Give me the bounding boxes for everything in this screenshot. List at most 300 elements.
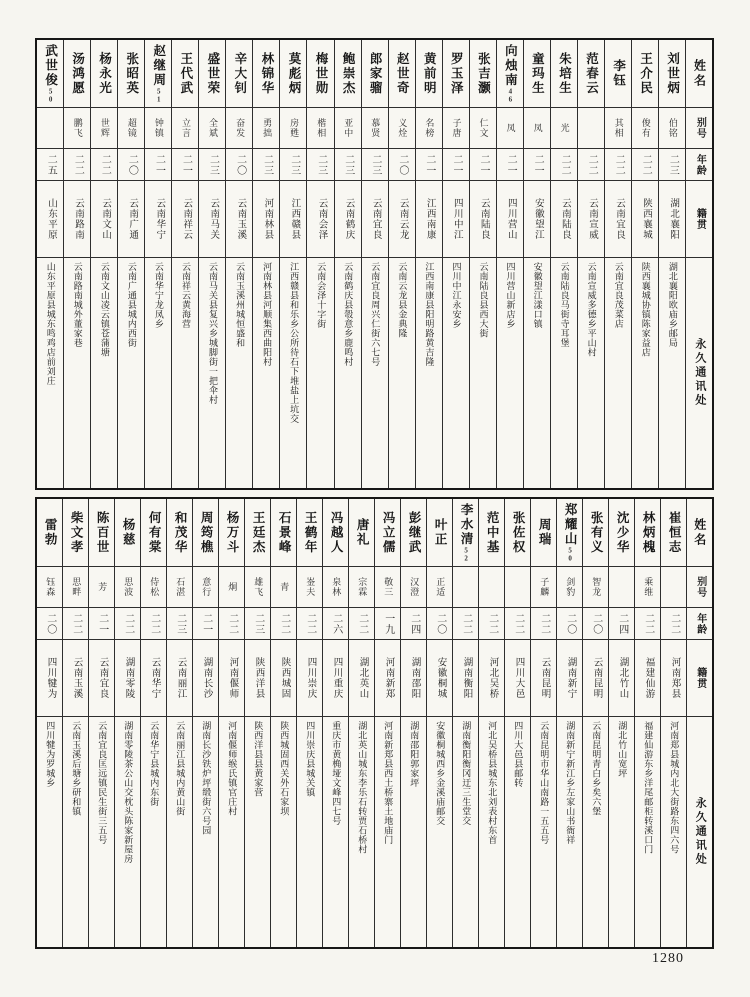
person-name: 林锦华 xyxy=(259,51,274,96)
person-alias: 泉林 xyxy=(331,577,342,597)
person-column xyxy=(253,40,280,488)
person-alias: 亚中 xyxy=(343,118,354,138)
roster-table-bottom xyxy=(35,497,714,949)
person-column xyxy=(531,499,557,947)
person-native-place: 四川大邑 xyxy=(513,657,524,699)
age-cell xyxy=(686,149,712,181)
person-alias: 剑豹 xyxy=(565,577,576,597)
name-cell xyxy=(632,40,658,108)
person-column xyxy=(271,499,297,947)
person-native-place: 陕西城固 xyxy=(279,657,290,699)
person-age: 二二 xyxy=(613,153,625,176)
name-cell xyxy=(661,499,686,567)
person-column xyxy=(470,40,497,488)
alias-cell xyxy=(416,108,442,149)
age-cell xyxy=(427,608,452,640)
native-place-cell xyxy=(280,181,306,258)
person-age: 二二 xyxy=(304,612,316,635)
person-age: 二三 xyxy=(667,153,679,176)
name-cell xyxy=(271,499,296,567)
person-name: 杨永光 xyxy=(97,51,112,96)
person-column xyxy=(661,499,687,947)
alias-cell xyxy=(479,567,504,608)
person-column xyxy=(199,40,226,488)
native-place-cell xyxy=(64,181,90,258)
alias-cell xyxy=(271,567,296,608)
person-name: 辛大钊 xyxy=(232,51,247,96)
name-cell xyxy=(307,40,333,108)
person-address: 云南华宁县城内东街 xyxy=(149,721,160,807)
person-column xyxy=(375,499,401,947)
person-age: 二二 xyxy=(122,612,134,635)
person-age: 二〇 xyxy=(396,153,408,176)
person-address: 云南广通县城内西街 xyxy=(126,262,137,348)
person-name: 罗玉泽 xyxy=(449,51,464,96)
name-cell xyxy=(37,499,62,567)
person-age: 二一 xyxy=(532,153,544,176)
alias-cell xyxy=(323,567,348,608)
person-column xyxy=(389,40,416,488)
person-name: 张佐权 xyxy=(511,510,526,555)
person-alias: 凤 xyxy=(505,123,516,133)
person-address: 四川大邑县邮转 xyxy=(513,721,524,788)
native-place-cell xyxy=(427,640,452,717)
address-cell xyxy=(115,717,140,947)
person-column xyxy=(635,499,661,947)
person-age: 二二 xyxy=(99,153,111,176)
name-cell xyxy=(443,40,469,108)
person-alias: 钰森 xyxy=(45,577,56,597)
name-cell xyxy=(686,40,712,108)
person-age: 二〇 xyxy=(44,612,56,635)
header-name-label: 姓名 xyxy=(692,58,707,89)
person-column xyxy=(401,499,427,947)
person-native-place: 云南会泽 xyxy=(316,198,327,240)
alias-cell xyxy=(193,567,218,608)
address-cell xyxy=(63,717,88,947)
age-cell xyxy=(37,608,62,640)
address-cell xyxy=(578,258,604,488)
person-native-place: 湖南衡阳 xyxy=(461,657,472,699)
person-column xyxy=(280,40,307,488)
age-cell xyxy=(280,149,306,181)
name-cell xyxy=(226,40,252,108)
native-place-cell xyxy=(470,181,496,258)
age-cell xyxy=(118,149,144,181)
person-address: 云南宜良周兴仁街六七号 xyxy=(370,262,381,367)
native-place-cell xyxy=(497,181,523,258)
age-cell xyxy=(362,149,388,181)
address-cell xyxy=(389,258,415,488)
age-cell xyxy=(416,149,442,181)
person-native-place: 云南华宁 xyxy=(149,657,160,699)
person-name: 何有棠 xyxy=(147,510,162,555)
person-native-place: 云南宜良 xyxy=(97,657,108,699)
table-header-column xyxy=(687,499,712,947)
native-place-cell xyxy=(37,181,63,258)
alias-cell xyxy=(605,108,631,149)
person-address: 陕西洋县县黄家营 xyxy=(253,721,264,797)
person-address: 湖北竹山宽坪 xyxy=(617,721,628,778)
person-native-place: 云南宣威 xyxy=(586,198,597,240)
person-address: 四川营山新店乡 xyxy=(505,262,516,329)
name-cell xyxy=(64,40,90,108)
person-column xyxy=(245,499,271,947)
person-alias: 敬三 xyxy=(383,577,394,597)
age-cell xyxy=(453,608,478,640)
person-address: 四川犍为罗城乡 xyxy=(45,721,56,788)
name-cell xyxy=(609,499,634,567)
address-cell xyxy=(91,258,117,488)
person-alias: 超镜 xyxy=(126,118,137,138)
address-cell xyxy=(443,258,469,488)
person-name: 童玛生 xyxy=(530,51,545,96)
person-native-place: 湖南邵阳 xyxy=(409,657,420,699)
person-address: 云南昆明青白乡矣六堡 xyxy=(591,721,602,816)
address-cell xyxy=(89,717,114,947)
age-cell xyxy=(226,149,252,181)
person-alias: 侍松 xyxy=(149,577,160,597)
header-name-label: 姓名 xyxy=(692,517,707,548)
person-name: 冯越人 xyxy=(329,510,344,555)
name-cell xyxy=(335,40,361,108)
person-native-place: 四川重庆 xyxy=(331,657,342,699)
person-address: 云南宜良匡远镇民生街三五号 xyxy=(97,721,108,845)
person-name: 王廷杰 xyxy=(251,510,266,555)
age-cell xyxy=(389,149,415,181)
person-address: 湖北襄阳欧庙乡邮局 xyxy=(667,262,678,348)
person-column xyxy=(145,40,172,488)
person-age: 二二 xyxy=(72,153,84,176)
person-alias: 鹏飞 xyxy=(72,118,83,138)
alias-cell xyxy=(118,108,144,149)
person-column xyxy=(416,40,443,488)
name-cell xyxy=(551,40,577,108)
alias-cell xyxy=(362,108,388,149)
age-cell xyxy=(349,608,374,640)
age-cell xyxy=(635,608,660,640)
person-native-place: 陕西襄城 xyxy=(641,198,652,240)
native-place-cell xyxy=(661,640,686,717)
person-address: 云南祥云黄海营 xyxy=(180,262,191,329)
person-age: 二一 xyxy=(450,153,462,176)
person-alias: 全斌 xyxy=(208,118,219,138)
name-cell xyxy=(167,499,192,567)
address-cell xyxy=(479,717,504,947)
name-footnote-mark: 51 xyxy=(154,87,163,104)
age-cell xyxy=(497,149,523,181)
person-native-place: 河南林县 xyxy=(262,198,273,240)
person-native-place: 云南玉溪 xyxy=(71,657,82,699)
page-number: 1280 xyxy=(652,951,684,966)
name-cell xyxy=(193,499,218,567)
person-age: 二五 xyxy=(45,153,57,176)
alias-cell xyxy=(686,108,712,149)
alias-cell xyxy=(335,108,361,149)
person-name: 梅世勋 xyxy=(314,51,329,96)
person-alias: 楷相 xyxy=(316,118,327,138)
name-cell xyxy=(199,40,225,108)
alias-cell xyxy=(91,108,117,149)
person-alias: 汉澄 xyxy=(409,577,420,597)
person-name: 周瑞 xyxy=(537,518,552,547)
age-cell xyxy=(141,608,166,640)
person-name: 汤鸿愿 xyxy=(70,51,85,96)
native-place-cell xyxy=(89,640,114,717)
person-column xyxy=(659,40,686,488)
person-age: 二三 xyxy=(315,153,327,176)
person-address: 山东平原县城东鸣鸡店前刘庄 xyxy=(45,262,56,386)
name-cell xyxy=(401,499,426,567)
person-column xyxy=(524,40,551,488)
person-name: 盛世荣 xyxy=(205,51,220,96)
person-native-place: 云南昆明 xyxy=(539,657,550,699)
person-column xyxy=(453,499,479,947)
person-address: 江西赣县和乐乡公所待石下堆盐上坑交 xyxy=(289,262,300,424)
alias-cell xyxy=(245,567,270,608)
native-place-cell xyxy=(632,181,658,258)
name-cell xyxy=(91,40,117,108)
person-name: 黄前明 xyxy=(422,51,437,96)
person-age: 二一 xyxy=(153,153,165,176)
name-cell xyxy=(497,40,523,108)
person-native-place: 云南宜良 xyxy=(613,198,624,240)
native-place-cell xyxy=(609,640,634,717)
person-address: 陕西襄城协镇陈家益店 xyxy=(640,262,651,357)
person-alias: 芳 xyxy=(97,582,108,592)
person-age: 二三 xyxy=(252,612,264,635)
person-native-place: 河南新郑 xyxy=(383,657,394,699)
alias-cell xyxy=(37,108,63,149)
address-cell xyxy=(37,717,62,947)
alias-cell xyxy=(401,567,426,608)
person-native-place: 陕西洋县 xyxy=(253,657,264,699)
person-column xyxy=(63,499,89,947)
age-cell xyxy=(479,608,504,640)
age-cell xyxy=(583,608,608,640)
address-cell xyxy=(335,258,361,488)
native-place-cell xyxy=(335,181,361,258)
person-native-place: 湖南长沙 xyxy=(201,657,212,699)
native-place-cell xyxy=(118,181,144,258)
alias-cell xyxy=(307,108,333,149)
address-cell xyxy=(64,258,90,488)
person-native-place: 湖北襄阳 xyxy=(668,198,679,240)
name-cell xyxy=(453,499,478,567)
person-age: 二一 xyxy=(478,153,490,176)
name-cell xyxy=(63,499,88,567)
person-name: 张吉灏 xyxy=(476,51,491,96)
address-cell xyxy=(280,258,306,488)
roster-table-top xyxy=(35,38,714,490)
person-name: 刘世炳 xyxy=(665,51,680,96)
person-address: 四川崇庆县城关镇 xyxy=(305,721,316,797)
alias-cell xyxy=(661,567,686,608)
person-native-place: 湖南零陵 xyxy=(123,657,134,699)
person-address: 湖北英山城东李乐石转贾石桥村 xyxy=(357,721,368,854)
person-address: 云南华宁龙凤乡 xyxy=(153,262,164,329)
address-cell xyxy=(172,258,198,488)
person-column xyxy=(172,40,199,488)
person-address: 湖南零陵茶公山交枕头陈家新屋房 xyxy=(123,721,134,864)
alias-cell xyxy=(578,108,604,149)
native-place-cell xyxy=(226,181,252,258)
native-place-cell xyxy=(141,640,166,717)
person-name: 鲍崇杰 xyxy=(341,51,356,96)
person-address: 湖南衡阳衡冈迂三生堂交 xyxy=(461,721,472,826)
person-alias: 崟夫 xyxy=(305,577,316,597)
person-name: 彭继武 xyxy=(407,510,422,555)
person-name: 莫彪炳 xyxy=(287,51,301,96)
person-column xyxy=(335,40,362,488)
name-cell xyxy=(531,499,556,567)
native-place-cell xyxy=(505,640,530,717)
person-address: 福建仙游东乡洋尾邮柜转溪口门 xyxy=(643,721,654,854)
person-address: 湖南邵阳郭家坪 xyxy=(409,721,420,788)
address-cell xyxy=(635,717,660,947)
alias-cell xyxy=(199,108,225,149)
person-native-place: 云南路南 xyxy=(73,198,84,240)
person-age: 二二 xyxy=(356,612,368,635)
age-cell xyxy=(307,149,333,181)
person-name: 陈百世 xyxy=(95,510,110,555)
person-column xyxy=(307,40,334,488)
person-age: 二二 xyxy=(486,612,498,635)
native-place-cell xyxy=(531,640,556,717)
age-cell xyxy=(37,149,63,181)
alias-cell xyxy=(253,108,279,149)
address-cell xyxy=(605,258,631,488)
alias-cell xyxy=(632,108,658,149)
alias-cell xyxy=(219,567,244,608)
person-address: 安徽望江漾口镇 xyxy=(532,262,543,329)
address-cell xyxy=(427,717,452,947)
age-cell xyxy=(245,608,270,640)
address-cell xyxy=(362,258,388,488)
person-native-place: 云南陆良 xyxy=(478,198,489,240)
person-native-place: 四川中江 xyxy=(451,198,462,240)
address-cell xyxy=(199,258,225,488)
name-cell xyxy=(389,40,415,108)
native-place-cell xyxy=(401,640,426,717)
native-place-cell xyxy=(167,640,192,717)
age-cell xyxy=(335,149,361,181)
person-name: 范春云 xyxy=(584,51,599,96)
name-cell xyxy=(479,499,504,567)
table-header-column xyxy=(686,40,712,488)
person-native-place: 云南陆良 xyxy=(559,198,570,240)
native-place-cell xyxy=(416,181,442,258)
person-age: 二一 xyxy=(96,612,108,635)
alias-cell xyxy=(453,567,478,608)
person-name: 王鹤年 xyxy=(303,510,318,555)
person-age: 二四 xyxy=(616,612,628,635)
person-native-place: 四川犍为 xyxy=(45,657,56,699)
age-cell xyxy=(91,149,117,181)
person-column xyxy=(226,40,253,488)
person-native-place: 福建仙游 xyxy=(643,657,654,699)
address-cell xyxy=(323,717,348,947)
name-cell xyxy=(219,499,244,567)
person-column xyxy=(37,40,64,488)
person-column xyxy=(193,499,219,947)
person-native-place: 湖南新宁 xyxy=(565,657,576,699)
age-cell xyxy=(632,149,658,181)
person-native-place: 河南郑县 xyxy=(669,657,680,699)
person-address: 陕西城固西关外石家坝 xyxy=(279,721,290,816)
address-cell xyxy=(505,717,530,947)
name-cell xyxy=(470,40,496,108)
address-cell xyxy=(661,717,686,947)
alias-cell xyxy=(687,567,712,608)
native-place-cell xyxy=(687,640,712,717)
name-cell xyxy=(118,40,144,108)
person-age: 二〇 xyxy=(564,612,576,635)
address-cell xyxy=(401,717,426,947)
person-address: 云南宣威多德乡平山村 xyxy=(586,262,597,357)
alias-cell xyxy=(470,108,496,149)
age-cell xyxy=(115,608,140,640)
age-cell xyxy=(193,608,218,640)
person-age: 一九 xyxy=(382,612,394,635)
alias-cell xyxy=(63,567,88,608)
person-address: 河北吴桥县城东北刘表村东首 xyxy=(487,721,498,845)
native-place-cell xyxy=(245,640,270,717)
person-address: 云南玉溪后塘乡研和镇 xyxy=(71,721,82,816)
name-cell xyxy=(427,499,452,567)
address-cell xyxy=(349,717,374,947)
person-address: 云南鹤庆县彀意乡鹿鸣村 xyxy=(343,262,354,367)
alias-cell xyxy=(64,108,90,149)
native-place-cell xyxy=(172,181,198,258)
address-cell xyxy=(557,717,582,947)
name-cell xyxy=(659,40,685,108)
address-cell xyxy=(297,717,322,947)
address-cell xyxy=(497,258,523,488)
alias-cell xyxy=(497,108,523,149)
person-native-place: 河北吴桥 xyxy=(487,657,498,699)
alias-cell xyxy=(37,567,62,608)
person-age: 二二 xyxy=(226,612,238,635)
person-name: 张有义 xyxy=(589,510,604,555)
age-cell xyxy=(375,608,400,640)
alias-cell xyxy=(427,567,452,608)
address-cell xyxy=(524,258,550,488)
person-address: 安徽桐城西乡金溪庙邮交 xyxy=(435,721,446,826)
address-cell xyxy=(271,717,296,947)
person-column xyxy=(583,499,609,947)
name-footnote-mark: 46 xyxy=(506,87,515,104)
person-column xyxy=(505,499,531,947)
native-place-cell xyxy=(271,640,296,717)
native-place-cell xyxy=(389,181,415,258)
person-column xyxy=(609,499,635,947)
person-address: 河南林县河顺集西曲阳村 xyxy=(262,262,273,367)
person-alias: 俊有 xyxy=(640,118,651,138)
person-age: 二四 xyxy=(408,612,420,635)
person-alias: 世辉 xyxy=(99,118,110,138)
person-address: 河南偃师缑氏镇官庄村 xyxy=(227,721,238,816)
person-address: 河南郑县城内北大街路东四六号 xyxy=(669,721,680,854)
alias-cell xyxy=(505,567,530,608)
age-cell xyxy=(323,608,348,640)
person-address: 云南文山凌云镇苍蒲塘 xyxy=(99,262,110,357)
person-alias: 其相 xyxy=(613,118,624,138)
person-native-place: 云南玉溪 xyxy=(235,198,246,240)
person-age: 二二 xyxy=(642,612,654,635)
native-place-cell xyxy=(63,640,88,717)
native-place-cell xyxy=(557,640,582,717)
